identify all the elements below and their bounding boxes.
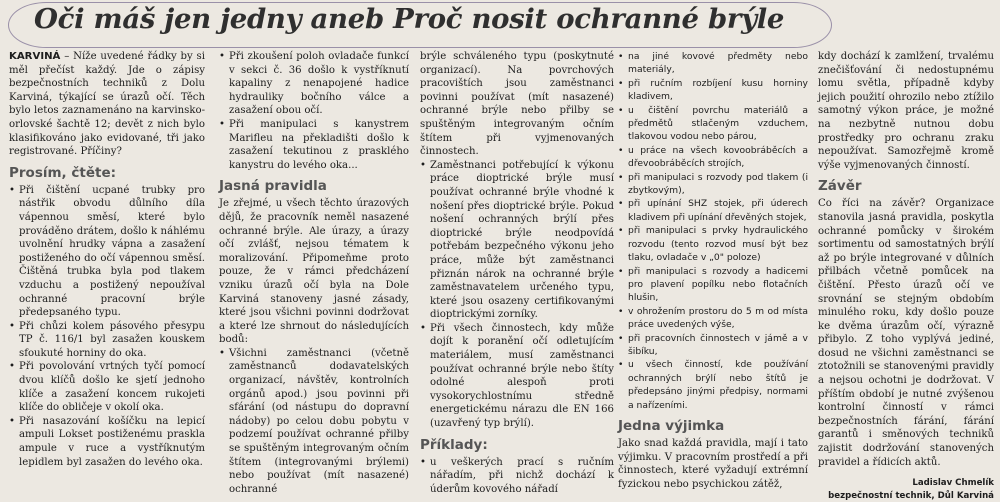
rules-list [219, 347, 409, 497]
injury-list-continued [219, 50, 409, 172]
list-item: • při pracovních činnostech v jámě a v šibíku, [618, 332, 808, 359]
signature [818, 477, 994, 502]
lead-text: – Níže uvedené řádky by si měl přečíst každý. Jde o zápisy bezpečnostních techniků z Dolu Karviná, týkající se úrazů očí. Těch bylo letos zaznamenáno na karvinsko-orlovské šachtě 12; devět z nich bylo klasifikováno jako evidované, tři jako registrované. Příčiny? [9, 51, 205, 158]
section-heading-zaver: Závěr [818, 178, 862, 195]
section-heading-prosim: Prosím, čtěte: [9, 164, 117, 181]
list-item: • Zaměstnanci potřebující k výkonu práce dioptrické brýle musí používat ochranné brýle vhodné k nošení přes dioptrické brýle. Pokud nošení ochranných brýlí přes dioptrické brýle neodpovídá potřebám bezpečného výkonu jeho práce, může být zaměstnanci přiznán nárok na ochranné brýle zaměstnavatelem určeného typu, které jsou osazeny certifikovanými dioptrickými zorníky. [420, 159, 614, 322]
paragraph: kdy dochází k zamlžení, trvalému znečišťování či nedostupnému lomu světla, případně kdyby jejich použití ohrozilo nebo ztížilo samotný výkon práce, je možné na nezbytně nutnou dobu prostředky pro ochranu zraku nepoužívat. Samozřejmě kromě výše vyjmenovaných činností. [818, 51, 994, 171]
paragraph: Co říci na závěr? Organizace stanovila jasná pravidla, poskytla ochranné pomůcky v širokém sortimentu od samostatných brýlí až po brýle integrované v důlních přilbách včetně pomůcek na čištění. Přesto úrazů očí ve srovnání se stejným obdobím minulého roku, kdy došlo pouze ke dvěma úrazům očí, výrazně přibylo. Z toho vyplývá jediné, dosud ne všichni zaměstnanci se ztotožnili se stanovenými pravidly a nejsou ochotni je dodržovat. V příštím období je nutné zvýšenou kontrolní činností v rámci bezpečnostních fárání, fárání garantů i směnových techniků zajistit dodržování stanovených pravidel a řídicích aktů. [818, 198, 994, 468]
paragraph: brýle schváleného typu (poskytnuté organizací). Na povrchových pracovištích jsou zaměstnanci povinni používat (mít nasazené) ochranné brýle nebo přilby se spuštěným integrovaným očním štítem při vyjmenovaných činnostech. [420, 51, 614, 158]
column-5 [818, 50, 994, 501]
lead-paragraph [9, 50, 205, 159]
injury-list [9, 184, 205, 469]
examples-list [420, 456, 614, 497]
list-item: • při manipulaci s rozvody pod tlakem (i zbytkovým), [618, 171, 808, 198]
lead-city: KARVINÁ [9, 51, 61, 62]
section-heading-pravidla: Jasná pravidla [219, 178, 327, 195]
list-item: • u čištění povrchu materiálů a předmětů stlačeným vzduchem, tlakovou vodou nebo párou, [618, 104, 808, 144]
column-1 [9, 50, 205, 468]
examples-list-continued [618, 50, 808, 412]
list-item: • Při zkoušení poloh ovladače funkcí v sekci č. 36 došlo k vystříknutí kapaliny z nenapojené hadice hydrauliky bočního válce a zasažení obou očí. [219, 50, 409, 118]
rules-list-continued [420, 159, 614, 431]
list-item: • Při povolování vrtných tyčí pomocí dvou klíčů došlo ke sjetí jednoho klíče a zasažení koncem rukojeti klíče do obličeje v okolí oka. [9, 360, 205, 414]
list-item: • při manipulaci s prvky hydraulického rozvodu (tento rozvod musí být bez tlaku, ovladače v „0" poloze) [618, 224, 808, 264]
section-heading-vyjimka: Jedna výjimka [618, 417, 725, 434]
list-item: • Všichni zaměstnanci (včetně zaměstnanců dodavatelských organizací, návštěv, kontrolních orgánů apod.) jsou povinni při sfárání (od nástupu do dopravní nádoby) po celou dobu pobytu v podzemí používat ochranné přilby se spuštěným integrovaným očním štítem (integrovanými brýlemi) nebo používat (mít nasazené) ochranné [219, 347, 409, 497]
list-item: • u veškerých prací s ručním nářadím, při nichž dochází k úderům kovového nářadí [420, 456, 614, 497]
paragraph: Je zřejmé, u všech těchto úrazových dějů, že pracovník neměl nasazené ochranné brýle. Ale úrazy, a úrazy očí zvlášť, nejsou tématem k moralizování. Připomeňme proto pouze, že v rámci předcházení vzniku úrazů očí byla na Dole Karviná stanoveny jasné zásady, které jsou všichni povinni dodržovat a které lze shrnout do následujících bodů: [219, 198, 409, 346]
list-item: • v ohrožením prostoru do 5 m od místa práce uvedených výše, [618, 305, 808, 332]
section-heading-priklady: Příklady: [420, 436, 488, 453]
list-item: • u práce na všech kovoobráběcích a dřevoobráběcích strojích, [618, 144, 808, 171]
column-3 [420, 50, 614, 495]
list-item: • u všech činností, kde používání ochranných brýlí nebo štítů je předepsáno jinými předpisy, normami a nařízeními. [618, 358, 808, 412]
column-4 [618, 50, 808, 490]
list-item: • Při chůzi kolem pásového přesypu TP č. 116/1 byl zasažen kouskem sfoukuté horniny do oka. [9, 320, 205, 361]
list-item: • Při všech činnostech, kdy může dojít k poranění očí odletujícím materiálem, musí zaměstnanci používat ochranné brýle nebo štíty odolné alespoň proti vysokorychlostnímu středně energetickému nárazu dle EN 166 (uzavřený typ brýlí). [420, 322, 614, 431]
paragraph: Jako snad každá pravidla, mají i tato výjimku. V pracovním prostředí a při činnostech, které vyžadují extrémní fyzickou nebo psychickou zátěž, [618, 437, 808, 490]
author-name: Ladislav Chmelík [912, 478, 994, 489]
list-item: • Při čištění ucpané trubky pro nástřik obvodu důlního díla vápennou směsí, které bylo prováděno drátem, došlo k náhlému uvolnění hrudky vápna a zasažení postiženého do očí vápennou směsí. Čištěná trubka byla pod tlakem vzduchu a postižený nepoužíval ochranné pracovní brýle předepsaného typu. [9, 184, 205, 320]
article-title: Oči máš jen jedny aneb Proč nosit ochranné brýle [34, 3, 785, 35]
author-role: bezpečnostní technik, Důl Karviná [828, 490, 994, 501]
list-item: • na jiné kovové předměty nebo materiály, [618, 50, 808, 77]
list-item: • Při nasazování košíčku na lepicí ampuli Lokset postiženému praskla ampule v ruce a vystříknutým lepidlem byl zasažen do levého oka. [9, 415, 205, 469]
list-item: • při upínání SHZ stojek, při úderech kladivem při upínání dřevěných stojek, [618, 197, 808, 224]
list-item: • Při manipulaci s kanystrem Marifleu na překladišti došlo k zasažení tekutinou z prasklého kanystru do levého oka... [219, 118, 409, 172]
list-item: • při ručním rozbíjení kusu horniny kladivem, [618, 77, 808, 104]
list-item: • při manipulaci s rozvody a hadicemi pro plavení popílku nebo flotačních hlušin, [618, 265, 808, 305]
column-2 [219, 50, 409, 495]
